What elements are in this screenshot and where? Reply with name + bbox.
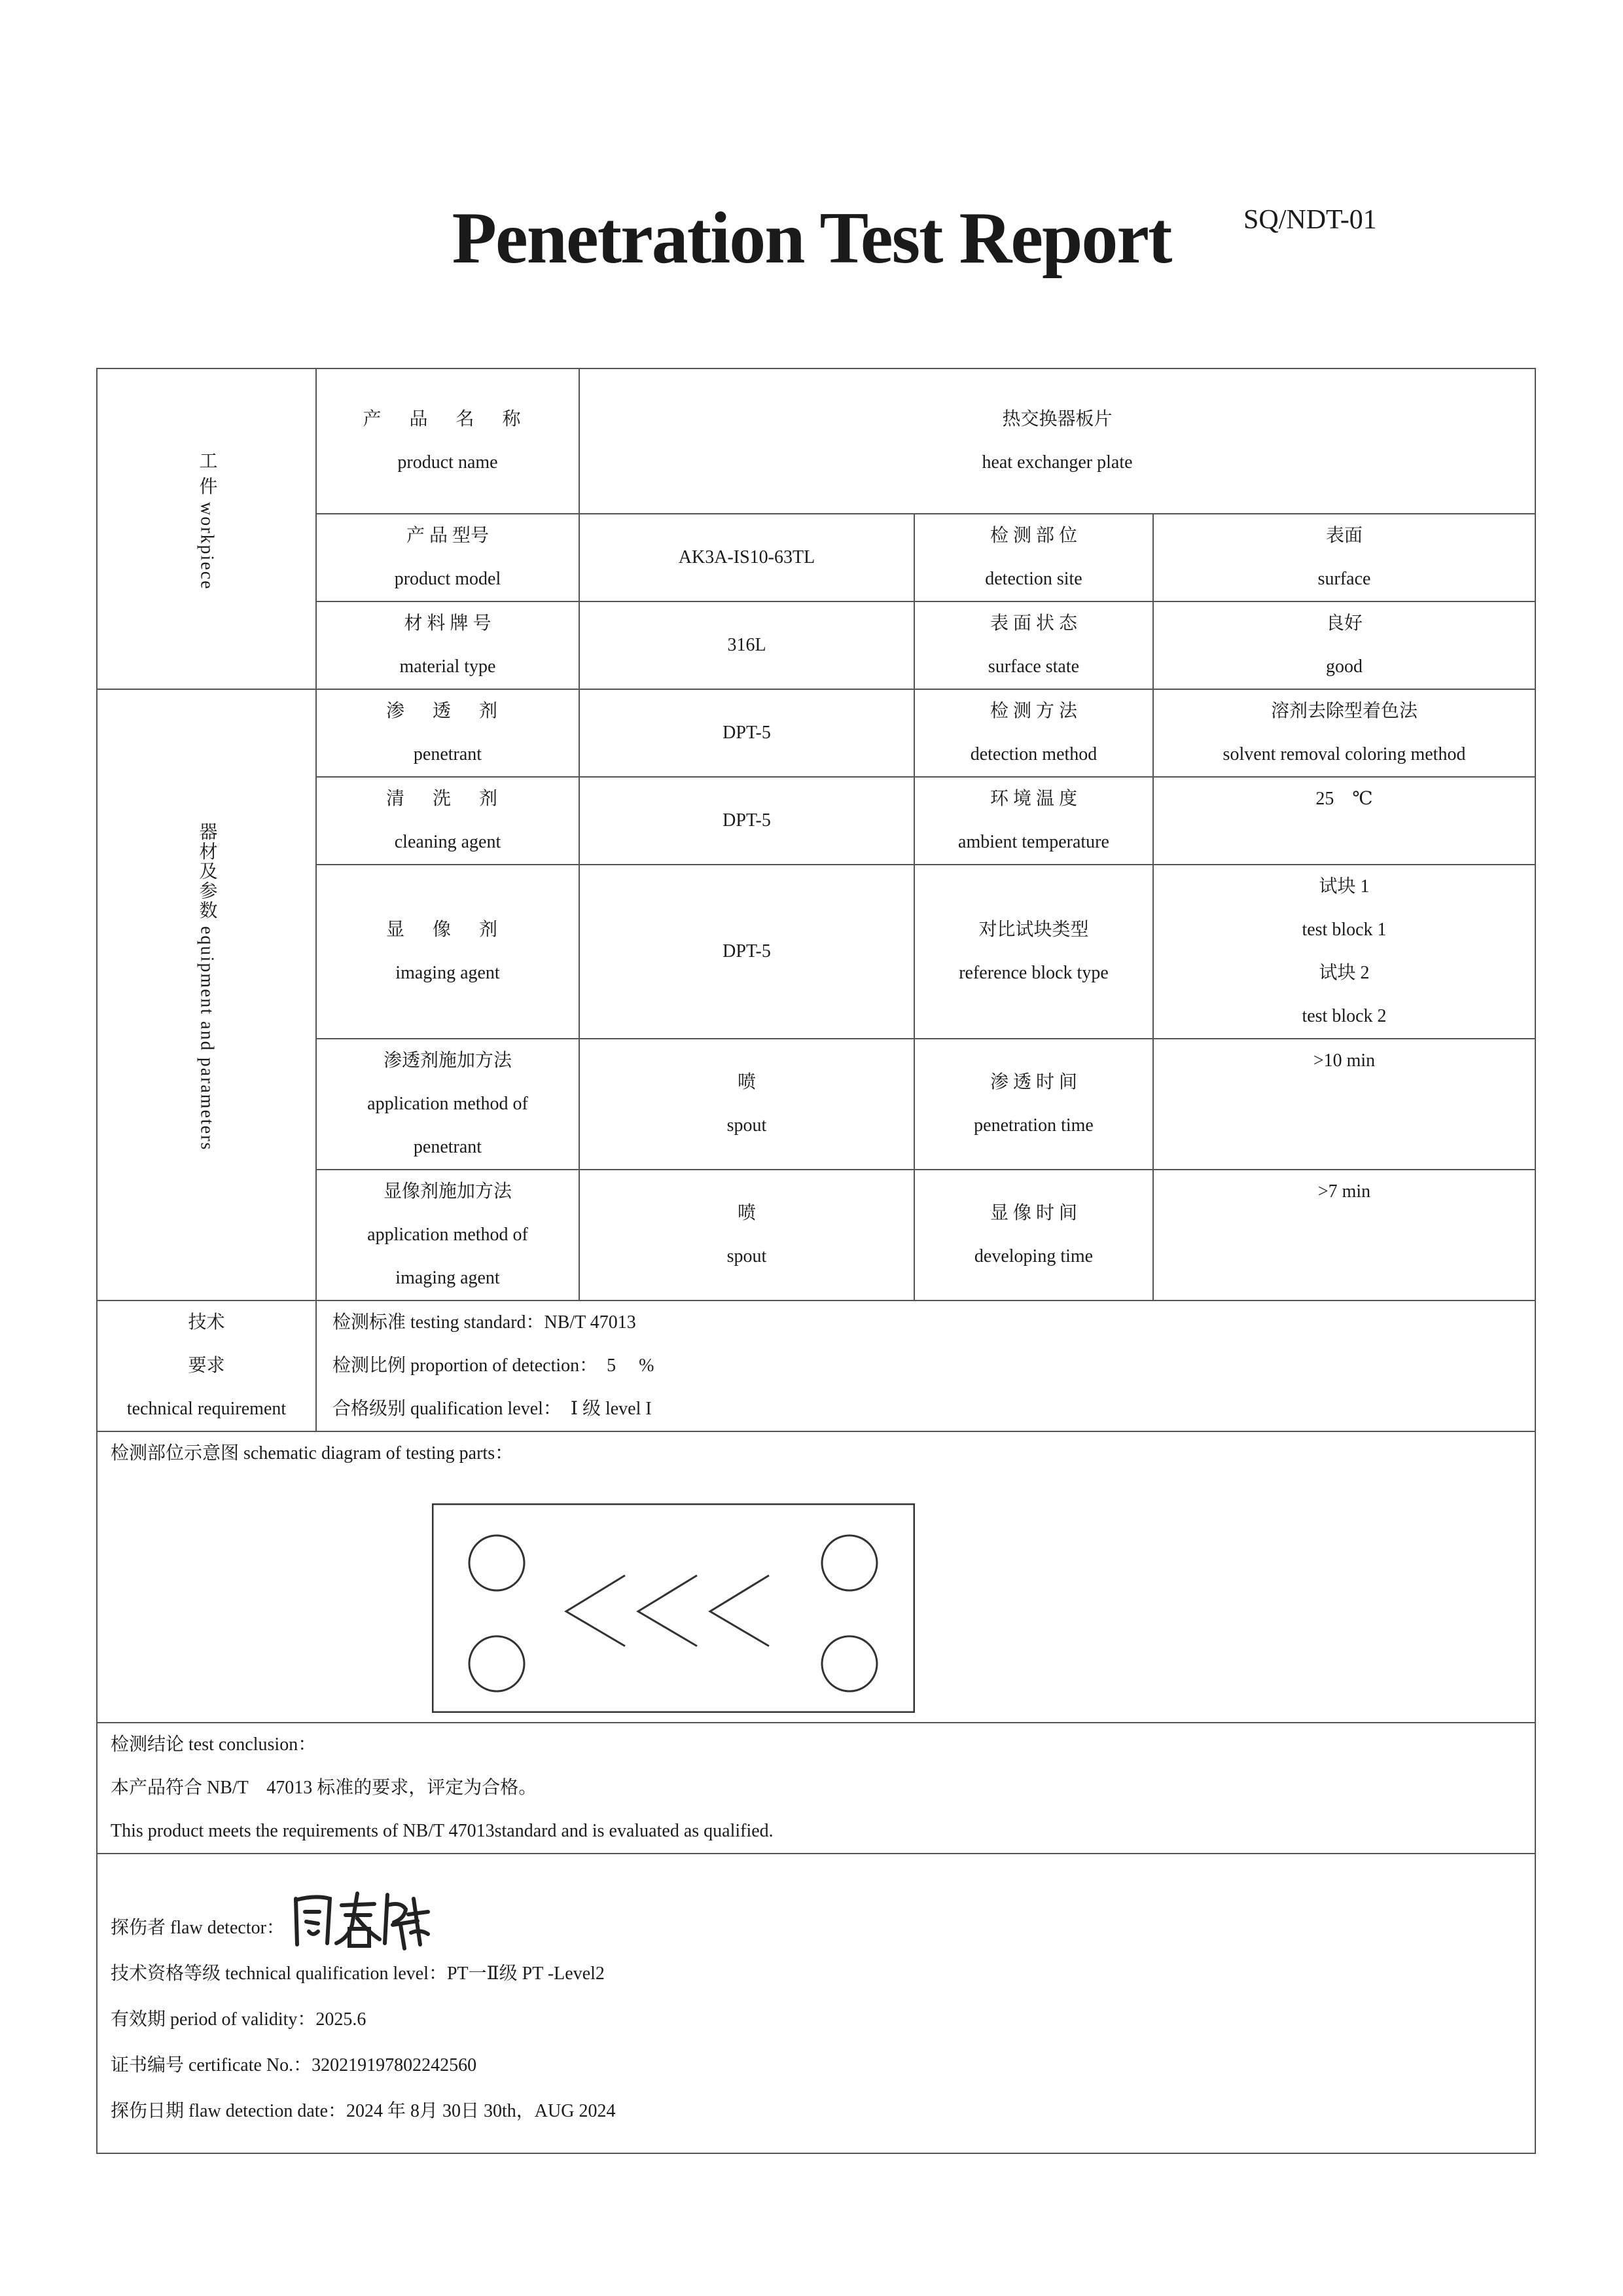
penetrant-value: DPT-5 — [579, 689, 914, 777]
technical-qualification: 技术资格等级 technical qualification level：PT一Ⅱ级 PT -Level2 — [111, 1964, 605, 1984]
app-penetrant-label: 渗透剂施加方法 application method of penetrant — [316, 1039, 579, 1170]
chevron-2 — [638, 1575, 697, 1646]
surface-state-value: 良好 good — [1153, 601, 1535, 689]
cleaning-value: DPT-5 — [579, 777, 914, 865]
plate-outline — [433, 1504, 914, 1712]
penetrant-label: 渗 透 剂 penetrant — [316, 689, 579, 777]
document-code: SQ/NDT-01 — [1243, 205, 1377, 235]
workpiece-group-label: 工 件 workpiece — [196, 451, 217, 590]
material-label: 材 料 牌 号 material type — [316, 601, 579, 689]
ambient-label: 环 境 温 度 ambient temperature — [914, 777, 1153, 865]
detection-method-value: 溶剂去除型着色法 solvent removal coloring method — [1153, 689, 1535, 777]
testing-standard: 检测标准 testing standard：NB/T 47013 — [332, 1312, 636, 1333]
diagram-label: 检测部位示意图 schematic diagram of testing parts： — [111, 1443, 514, 1463]
detection-method-label: 检 测 方 法 detection method — [914, 689, 1153, 777]
surface-state-label: 表 面 状 态 surface state — [914, 601, 1153, 689]
report-table — [96, 368, 1536, 2154]
equipment-group-cell — [97, 689, 316, 1300]
row-technical — [97, 1300, 1535, 1431]
certificate-number: 证书编号 certificate No.：320219197802242560 — [111, 2055, 477, 2075]
app-imaging-value: 喷 spout — [579, 1170, 914, 1300]
penetration-time-label: 渗 透 时 间 penetration time — [914, 1039, 1153, 1170]
conclusion-cell — [97, 1723, 1535, 1854]
cleaning-label: 清 洗 剂 cleaning agent — [316, 777, 579, 865]
conclusion-label: 检测结论 test conclusion： — [111, 1734, 317, 1755]
row-detector — [97, 1854, 1535, 2153]
ref-block-value: 试块 1 test block 1 试块 2 test block 2 — [1153, 865, 1535, 1039]
technical-label: 技术 要求 technical requirement — [97, 1300, 316, 1431]
flaw-detector-label: 探伤者 flaw detector： — [111, 1918, 285, 1938]
conclusion-text-en: This product meets the requirements of NB/T 47013standard and is evaluated as qualified. — [111, 1821, 774, 1841]
row-diagram — [97, 1431, 1535, 1723]
ambient-value: 25 ℃ — [1153, 777, 1535, 865]
app-penetrant-value: 喷 spout — [579, 1039, 914, 1170]
validity-period: 有效期 period of validity：2025.6 — [111, 2009, 366, 2030]
flaw-detector-line — [111, 1886, 1531, 1951]
signature-image — [289, 1886, 433, 1951]
ref-block-label: 对比试块类型 reference block type — [914, 865, 1153, 1039]
app-imaging-label: 显像剂施加方法 application method of imaging agent — [316, 1170, 579, 1300]
diagram-cell — [97, 1431, 1535, 1723]
detector-cell — [97, 1854, 1535, 2153]
page-title: Penetration Test Report — [452, 198, 1171, 279]
penetration-time-value: >10 min — [1153, 1039, 1535, 1170]
imaging-label: 显 像 剂 imaging agent — [316, 865, 579, 1039]
detection-proportion: 检测比例 proportion of detection： 5 % — [332, 1355, 654, 1376]
qualification-level: 合格级别 qualification level： Ⅰ 级 level I — [332, 1399, 652, 1419]
material-value: 316L — [579, 601, 914, 689]
product-name-value: 热交换器板片 heat exchanger plate — [579, 368, 1535, 514]
developing-time-value: >7 min — [1153, 1170, 1535, 1300]
product-model-value: AK3A-IS10-63TL — [579, 514, 914, 601]
port-circle-top-left — [469, 1535, 524, 1590]
conclusion-text-cn: 本产品符合 NB/T 47013 标准的要求，评定为合格。 — [111, 1778, 537, 1798]
detection-site-value: 表面 surface — [1153, 514, 1535, 601]
detection-site-label: 检 测 部 位 detection site — [914, 514, 1153, 601]
developing-time-label: 显 像 时 间 developing time — [914, 1170, 1153, 1300]
schematic-diagram — [432, 1503, 915, 1713]
port-circle-bottom-left — [469, 1636, 524, 1691]
row-conclusion — [97, 1723, 1535, 1854]
row-penetrant — [97, 689, 1535, 777]
chevron-3 — [710, 1575, 769, 1646]
port-circle-top-right — [822, 1535, 877, 1590]
technical-content — [316, 1300, 1535, 1431]
row-product-name — [97, 368, 1535, 514]
product-name-label: 产 品 名 称 product name — [316, 368, 579, 514]
chevron-1 — [566, 1575, 625, 1646]
workpiece-group-cell — [97, 368, 316, 689]
port-circle-bottom-right — [822, 1636, 877, 1691]
imaging-value: DPT-5 — [579, 865, 914, 1039]
equipment-group-label: 器材及参数 equipment and parameters — [196, 822, 217, 1151]
product-model-label: 产 品 型号 product model — [316, 514, 579, 601]
detection-date: 探伤日期 flaw detection date：2024 年 8月 30日 30th，AUG 2024 — [111, 2101, 616, 2121]
